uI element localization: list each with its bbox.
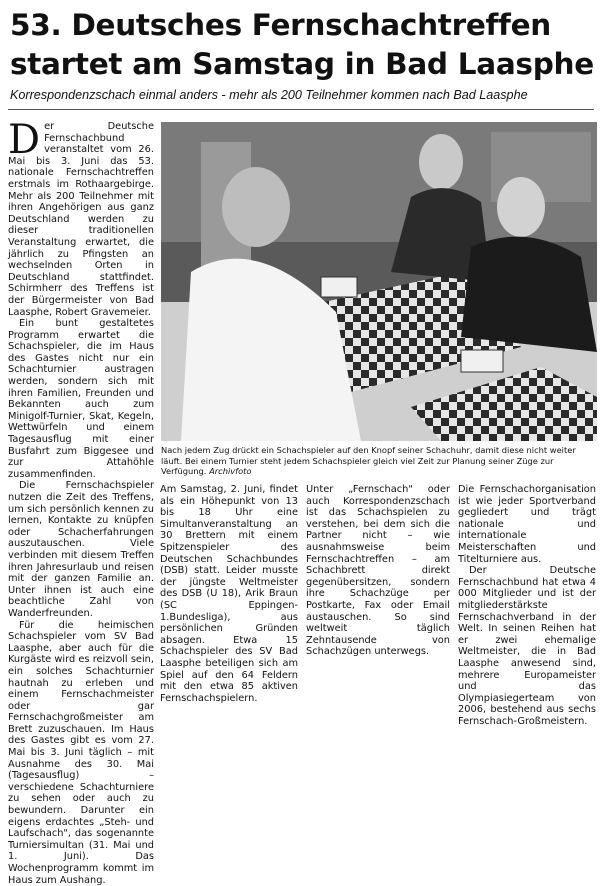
text-column-2: [160, 484, 298, 704]
divider: [8, 109, 594, 110]
paragraph-program: Ein bunt gestaltetes Programm erwartet die Schachspieler, die im Haus des Gastes nicht nur ein Schachturnier austragen werden, sondern sich mit ihren Familien, Freunden und Bekannten auch zum Minigolf-Turnier, Skat, Kegeln, Wettwürfeln und einem Tagesausflug mit einer Busfahrt zum Biggesee und zur Attahöhle zusammenfinden.: [8, 318, 154, 480]
chess-players-image: [161, 122, 597, 441]
paragraph-local-players: Für die heimischen Schachspieler vom SV Bad Laasphe, aber auch für die Kurgäste wird es reizvoll sein, ein solches Schachturnier hautnah zu erleben und einem Fernschachmeister oder gar Fernschachgroßmeister am Brett zuzuschauen. Im Haus des Gastes gibt es vom 27. Mai bis 3. Juni täglich – mit Ausnahme des 30. Mai (Tagesausflug) – verschiedene Schachturniere zu sehen oder auch zu bewundern. Darunter ein eigens erdachtes „Steh- und Laufschach", das sogenannte Turniersimultan (31. Mai und 1. Juni). Das Wochenprogramm kommt im Haus zum Aushang.: [8, 619, 154, 886]
text-column-4: [458, 484, 596, 727]
headline: 53. Deutsches Fernschachtreffen startet am Samstag in Bad Laasphe: [10, 8, 594, 81]
paragraph-contacts: Die Fernschachspieler nutzen die Zeit des Treffens, um sich persönlich kennen zu lernen, Kontakte zu knüpfen oder Schacherfahrungen auszutauschen. Viele verbinden mit diesem Treffen ihren Jahresurlaub und reisen mit der ganzen Familie an. Unter ihnen ist auch eine beachtliche Zahl von Wanderfreunden.: [8, 480, 154, 619]
photo-credit: Archivfoto: [209, 466, 252, 476]
lead-text: er Deutsche Fernschachbund veranstaltet vom 26. Mai bis 3. Juni das 53. nationale Fernschachtreffen erstmals im Rothaargebirge. Mehr als 200 Teilnehmer mit ihren Angehörigen aus ganz Deutschland werden zu dieser traditionellen Veranstaltung erwartet, die jährlich zu Pfingsten an wechselnden Orten in Deutschland stattfindet. Schirmherr des Treffens ist der Bürgermeister von Bad Laasphe, Robert Gravemeier.: [8, 121, 154, 318]
article-photo: [161, 122, 597, 441]
caption-text: Nach jedem Zug drückt ein Schachspieler auf den Knopf seiner Schachuhr, damit diese nicht weiter läuft. Bei einem Turnier steht jedem Schachspieler gleich viel Zeit zur Planung seiner Züge zur Verfügung.: [161, 445, 576, 476]
text-column-3: [306, 484, 450, 676]
text-column-1: [8, 117, 154, 886]
photo-caption: [161, 445, 597, 477]
paragraph-organisation: Die Fernschachorganisation ist wie jeder Sportverband gegliedert und trägt nationale und internationale Meisterschaften und Titelturniere aus.: [458, 484, 596, 565]
paragraph-simultan: Am Samstag, 2. Juni, findet als ein Höhepunkt von 13 bis 18 Uhr eine Simultanveranstaltung an 30 Brettern mit einem Spitzenspieler des Deutschen Schachbundes (DSB) statt. Leider musste der jüngste Weltmeister des DSB (U 18), Arik Braun (SC Eppingen-1.Bundesliga), aus persönlichen Gründen absagen. Etwa 15 Schachspieler des SV Bad Laasphe beteiligen sich am Spiel auf den 64 Feldern mit den etwa 85 aktiven Fernschachspielern.: [160, 484, 298, 704]
lead-paragraph: [8, 117, 154, 318]
subheadline: Korrespondenzschach einmal anders - mehr als 200 Teilnehmer kommen nach Bad Laasphe: [10, 88, 528, 102]
drop-cap: D: [8, 117, 41, 163]
paragraph-membership: Der Deutsche Fernschachbund hat etwa 4 000 Mitglieder und ist der mitgliederstärkste Fernschachverband in der Welt. In seinen Reihen hat er zwei ehemalige Weltmeister, die in Bad Laasphe anwesend sind, mehrere Europameister und das Olympiasiegerteam von 2006, bestehend aus sechs Fernschach-Großmeistern.: [458, 565, 596, 727]
paragraph-fernschach: Unter „Fernschach" oder auch Korrespondenzschach ist das Schachspielen zu verstehen, bei dem sich die Partner nicht – wie ausnahmsweise beim Fernschachtreffen – am Schachbrett direkt gegenübersitzen, sondern ihre Schachzüge per Postkarte, Fax oder Email austauschen. So sind weltweit täglich Zehntausende von Schachzügen unterwegs.: [306, 484, 450, 658]
